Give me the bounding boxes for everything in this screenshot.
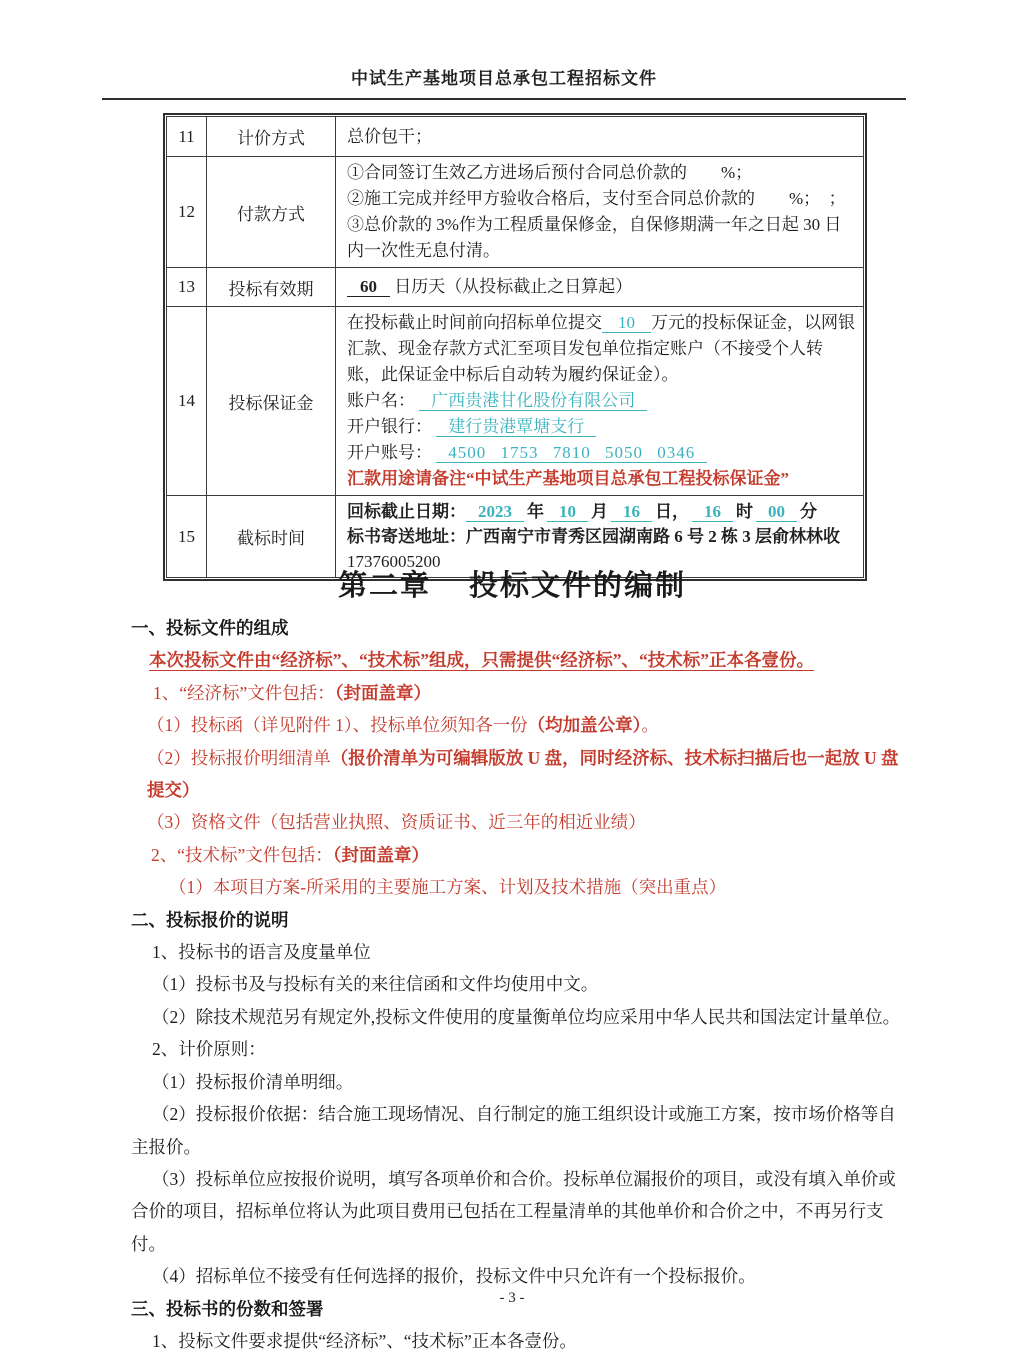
chapter-number: 第二章 — [337, 570, 431, 602]
deadline-year-unit: 年 — [527, 502, 544, 521]
row-14-number: 14 — [167, 307, 207, 496]
deposit-amount: 10 — [602, 313, 651, 333]
deposit-paragraph — [347, 310, 855, 388]
account-number-value: 4500 1753 7810 5050 0346 — [436, 443, 707, 463]
chapter-name: 投标文件的编制 — [469, 570, 687, 602]
page-header — [102, 64, 906, 100]
sec1-item-2-label: 2、“技术标”文件包括： — [151, 844, 333, 865]
deadline-hour: 16 — [692, 502, 733, 522]
deadline-month-unit: 月 — [591, 502, 608, 521]
body-content — [131, 612, 913, 1357]
row-12-content — [336, 157, 864, 268]
remit-remark: 汇款用途请备注“中试生产基地项目总承包工程投标保证金” — [347, 469, 789, 488]
table-row-14 — [167, 307, 864, 496]
sec2-line-4: 2、计价原则： — [152, 1039, 266, 1060]
sec1-item-1-stamp-note: （封面盖章） — [334, 682, 432, 703]
row-14-content — [336, 307, 864, 496]
deadline-day: 16 — [611, 502, 652, 522]
row-13-label: 投标有效期 — [207, 268, 336, 307]
section-3-heading: 三、投标书的份数和签署 — [131, 1298, 324, 1319]
deadline-label: 回标截止日期： — [347, 502, 466, 521]
row-11-label: 计价方式 — [207, 117, 336, 157]
table-row-13 — [167, 268, 864, 307]
account-number-line — [347, 440, 855, 466]
deadline-minute: 00 — [756, 502, 797, 522]
account-name-label: 账户名： — [347, 391, 415, 410]
deadline-year: 2023 — [466, 502, 524, 522]
validity-days-suffix: 日历天（从投标截止之日算起） — [394, 277, 633, 296]
deadline-minute-unit: 分 — [800, 502, 817, 521]
sec1-item-1-1-bold: （均加盖公章） — [527, 715, 642, 736]
row-15-number: 15 — [167, 496, 207, 578]
row-13-content — [336, 268, 864, 307]
row-11-number: 11 — [167, 117, 207, 157]
table-row-11 — [167, 117, 864, 157]
page-number: - 3 - — [499, 1290, 525, 1306]
row-13-number: 13 — [167, 268, 207, 307]
validity-days-value: 60 — [347, 277, 390, 297]
mail-address-line: 标书寄送地址：广西南宁市青秀区园湖南路 6 号 2 栋 3 层俞林林收 — [347, 527, 840, 546]
sec1-item-1-2-bold: （报价清单为可编辑版放 U 盘，同时经济标、技术标扫描后也一起放 U 盘提交） — [147, 747, 899, 801]
deadline-day-unit: 日， — [655, 502, 689, 521]
account-name-line — [347, 388, 855, 414]
deadline-month: 10 — [547, 502, 588, 522]
row-12-number: 12 — [167, 157, 207, 268]
row-15-label: 截标时间 — [207, 496, 336, 578]
deposit-post: 万元的投标保证金，以网银汇款、现金存款方式汇至项目发包单位指定账户（不接受个人转账，此保证金中标后自动转为履约保证金）。 — [347, 313, 855, 384]
contact-phone: 17376005200 — [347, 552, 441, 571]
sec2-line-2: （1）投标书及与投标有关的来往信函和文件均使用中文。 — [152, 974, 599, 995]
bank-label: 开户银行： — [347, 417, 432, 436]
bank-value: 建行贵港覃塘支行 — [436, 417, 596, 437]
chapter-title — [0, 563, 1024, 604]
payment-term-3: ③总价款的 3%作为工程质量保修金，自保修期满一年之日起 30 日内一次性无息付清。 — [347, 215, 842, 260]
header-title: 中试生产基地项目总承包工程招标文件 — [351, 69, 657, 88]
sec3-line-1: 1、投标文件要求提供“经济标”、“技术标”正本各壹份。 — [152, 1330, 577, 1351]
payment-term-1: ①合同签订生效乙方进场后预付合同总价款的 %； — [347, 163, 753, 182]
section-2-heading: 二、投标报价的说明 — [131, 909, 289, 930]
sec2-line-5: （1）投标报价清单明细。 — [152, 1071, 354, 1092]
payment-term-2: ②施工完成并经甲方验收合格后，支付至合同总价款的 %； ； — [347, 189, 846, 208]
sec1-item-1-3: （3）资格文件（包括营业执照、资质证书、近三年的相近业绩） — [147, 812, 646, 833]
deadline-line — [347, 499, 855, 524]
sec1-item-2 — [131, 839, 913, 871]
sec1-item-1-2-text: （2）投标报价明细清单 — [147, 747, 331, 768]
sec1-item-1-1 — [131, 709, 913, 741]
sec2-line-6: （2）投标报价依据：结合施工现场情况、自行制定的施工组织设计或施工方案，按市场价格等自主报价。 — [131, 1104, 896, 1157]
sec1-item-1-1-period: 。 — [641, 715, 659, 736]
row-11-content: 总价包干； — [336, 117, 864, 157]
sec1-item-1-label: 1、“经济标”文件包括： — [153, 682, 335, 703]
sec1-item-1 — [131, 677, 913, 709]
bank-line — [347, 414, 855, 440]
row-14-label: 投标保证金 — [207, 307, 336, 496]
row-12-label: 付款方式 — [207, 157, 336, 268]
account-name-value: 广西贵港甘化股份有限公司 — [419, 391, 647, 411]
section-1-intro: 本次投标文件由“经济标”、“技术标”组成，只需提供“经济标”、“技术标”正本各壹份。 — [149, 650, 814, 671]
deposit-pre: 在投标截止时间前向招标单位提交 — [347, 313, 602, 332]
sec1-item-2-stamp-note: （封面盖章） — [332, 844, 430, 865]
sec2-line-1: 1、投标书的语言及度量单位 — [152, 942, 371, 963]
section-1-heading: 一、投标文件的组成 — [131, 618, 289, 638]
sec1-item-1-1-text: （1）投标函（详见附件 1）、投标单位须知各一份 — [147, 715, 528, 736]
sec1-item-1-2 — [131, 742, 913, 807]
table-row-12 — [167, 157, 864, 268]
account-number-label: 开户账号： — [347, 443, 432, 462]
sec2-line-8: （4）招标单位不接受有任何选择的报价，投标文件中只允许有一个投标报价。 — [152, 1266, 756, 1287]
sec2-line-3: （2）除技术规范另有规定外,投标文件使用的度量衡单位均应采用中华人民共和国法定计量单位。 — [152, 1006, 901, 1027]
deadline-hour-unit: 时 — [736, 502, 753, 521]
bid-info-table — [163, 113, 867, 581]
sec1-item-2-1: （1）本项目方案-所采用的主要施工方案、计划及技术措施（突出重点） — [169, 877, 727, 898]
sec2-line-7: （3）投标单位应按报价说明，填写各项单价和合价。投标单位漏报价的项目，或没有填入单价或合价的项目，招标单位将认为此项目费用已包括在工程量清单的其他单价和合价之中，不再另行支付。 — [131, 1168, 896, 1254]
